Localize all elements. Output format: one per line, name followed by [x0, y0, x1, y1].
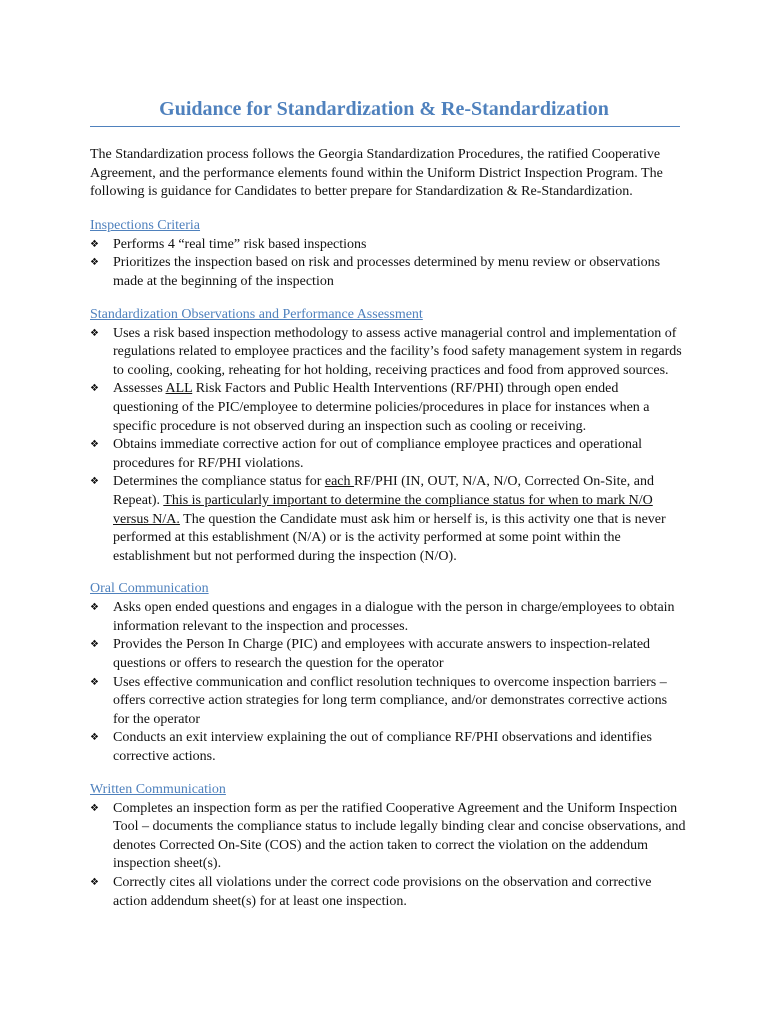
intro-paragraph: The Standardization process follows the Georgia Standardization Procedures, the ratified Cooperative Agreement, and the performance elements found within the Uniform District Inspection Program. The following is guidance for Candidates to better prepare for Standardization & Re-Standardization. [90, 147, 663, 200]
diamond-bullet-icon: ❖ [90, 802, 99, 814]
diamond-bullet-icon: ❖ [90, 327, 99, 339]
emphasis-important-note: This is particularly important to determine the compliance status for when to mark N/O versus N/A. [113, 492, 653, 527]
diamond-bullet-icon: ❖ [90, 639, 99, 651]
list-oral-communication [90, 599, 686, 766]
diamond-bullet-icon: ❖ [90, 877, 99, 888]
list-inspections-criteria [90, 236, 686, 292]
list-item: ❖ Obtains immediate corrective action for out of compliance employee practices and operational procedures for RF/PHI violations. [90, 437, 643, 471]
list-item: ❖ Determines the compliance status for each RF/PHI (IN, OUT, N/A, N/O, Corrected On-Site, and Repeat). This is particularly important to determine the compliance status for when to mark N/O versus N/A. The question the Candidate must ask him or herself is, is this activity one that is never performed at this establishment (N/A) or is the activity performed at some point within the establishment but not performed during the inspection (N/O). [90, 474, 666, 564]
diamond-bullet-icon: ❖ [90, 602, 99, 614]
diamond-bullet-icon: ❖ [90, 732, 99, 744]
diamond-bullet-icon: ❖ [90, 257, 99, 269]
list-item: ❖ Conducts an exit interview explaining the out of compliance RF/PHI observations and identifies corrective actions. [90, 730, 652, 765]
list-written-communication [90, 800, 686, 912]
list-item: ❖ Completes an inspection form as per the ratified Cooperative Agreement and the Uniform Inspection Tool – documents the compliance status to include legally binding clear and concise observations, and denotes Corrected On-Site (COS) and the action taken to correct the violation on the addendum inspection sheet(s). [90, 800, 686, 872]
list-item: ❖ Performs 4 “real time” risk based inspections [90, 236, 686, 255]
diamond-bullet-icon: ❖ [90, 238, 99, 250]
list-item: ❖ Uses a risk based inspection methodology to assess active managerial control and implementation of regulations related to employee practices and the facility’s food safety management system in regards to cooling, cooking, reheating for hot holding, receiving practices and food from approved sources. [90, 325, 682, 378]
heading-inspections-criteria: Inspections Criteria [90, 217, 201, 233]
heading-observations-assessment: Standardization Observations and Performance Assessment [90, 306, 423, 322]
document-body [90, 146, 686, 924]
list-item: ❖ Correctly cites all violations under the correct code provisions on the observation and corrective action addendum sheet(s) for at least one inspection. [90, 875, 652, 909]
list-item: ❖ Asks open ended questions and engages in a dialogue with the person in charge/employees to obtain information relevant to the inspection and processes. [90, 600, 675, 634]
page-title: Guidance for Standardization & Re-Standardization [159, 98, 609, 120]
emphasis-each: each [324, 474, 355, 490]
list-item: ❖ Assesses ALL Risk Factors and Public Health Interventions (RF/PHI) through open ended questioning of the PIC/employee to determine policies/procedures in place for instances when a specific procedure is not observed during an inspection such as cooling or receiving. [90, 381, 650, 434]
list-observations-assessment [90, 325, 686, 567]
title-divider [90, 126, 680, 127]
heading-oral-communication: Oral Communication [90, 581, 209, 597]
heading-written-communication: Written Communication [90, 781, 226, 797]
list-item: ❖ Uses effective communication and conflict resolution techniques to overcome inspection barriers – offers corrective action strategies for long term compliance, and/or demonstrates corrective actions for the operator [90, 674, 668, 727]
diamond-bullet-icon: ❖ [90, 476, 99, 488]
list-item: ❖ Prioritizes the inspection based on risk and processes determined by menu review or observations made at the beginning of the inspection [90, 255, 661, 289]
list-item: ❖ Provides the Person In Charge (PIC) and employees with accurate answers to inspection-related questions or offers to research the question for the operator [90, 637, 651, 672]
emphasis-all: ALL [165, 381, 193, 397]
diamond-bullet-icon: ❖ [90, 383, 99, 395]
diamond-bullet-icon: ❖ [90, 439, 99, 451]
diamond-bullet-icon: ❖ [90, 676, 99, 688]
